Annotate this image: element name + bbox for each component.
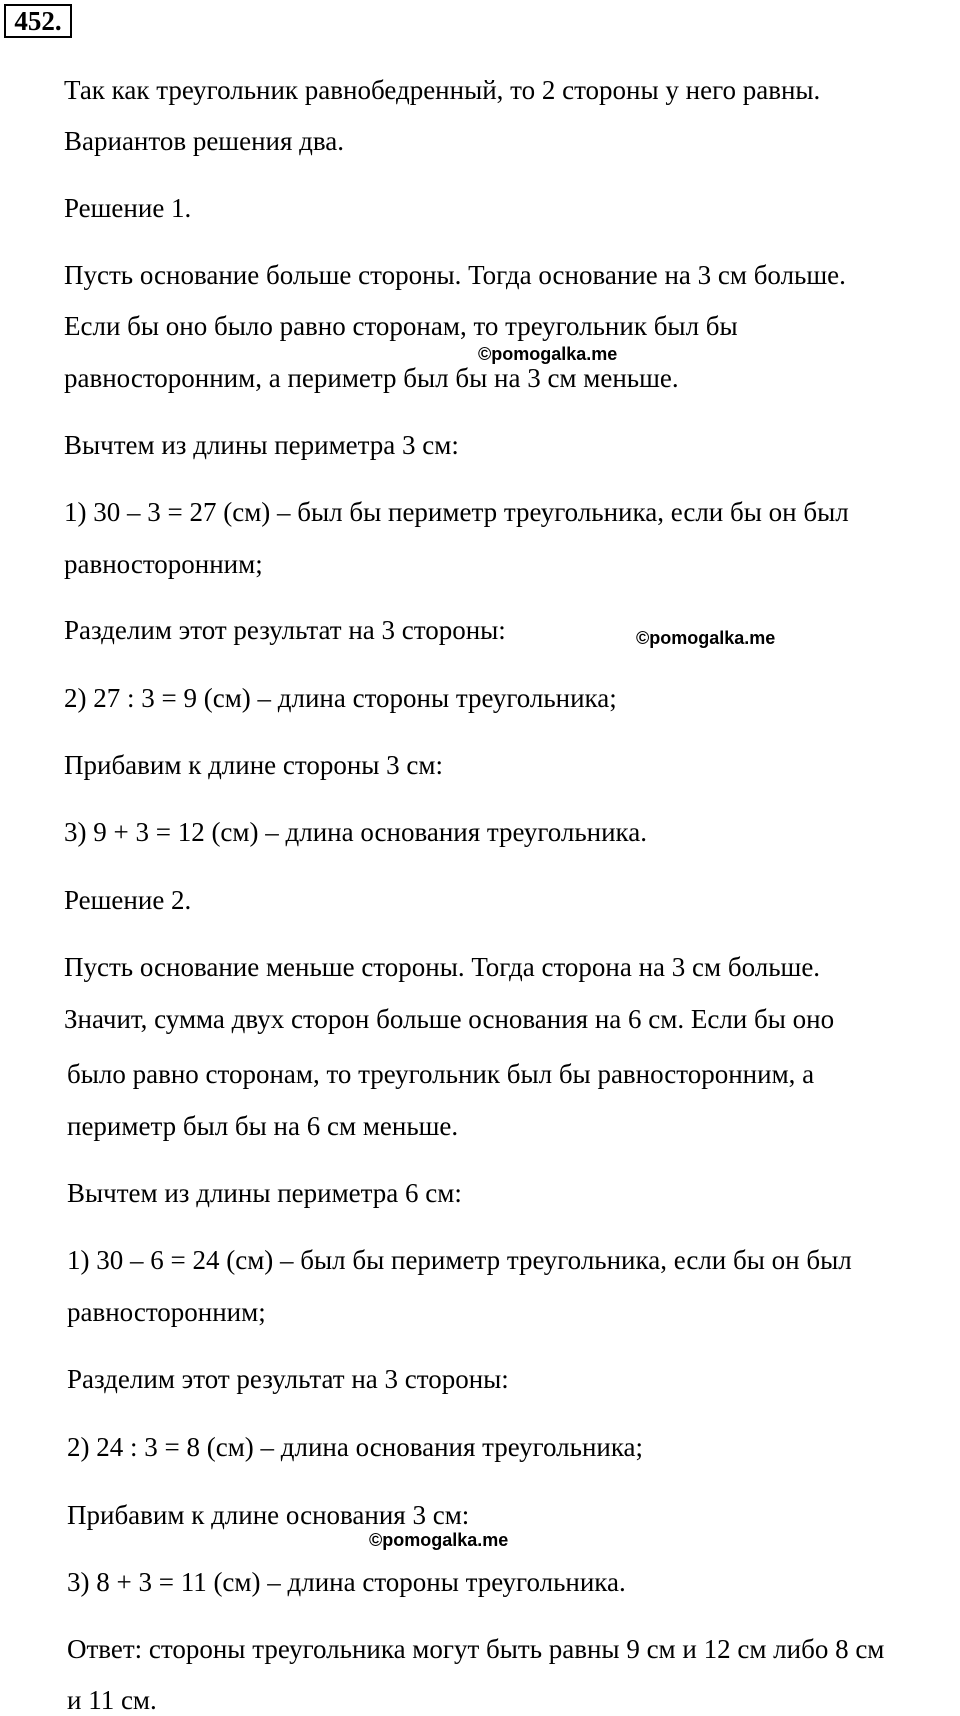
text-line: Так как треугольник равнобедренный, то 2 стороны у него равны. — [64, 75, 821, 105]
text-line: 2) 27 : 3 = 9 (см) – длина стороны треугольника; — [64, 683, 617, 713]
text-line: 2) 24 : 3 = 8 (см) – длина основания треугольника; — [67, 1432, 644, 1462]
text-line: Пусть основание больше стороны. Тогда основание на 3 см больше. — [64, 260, 846, 290]
answer-line: и 11 см. — [67, 1685, 157, 1715]
watermark: ©pomogalka.me — [478, 344, 618, 364]
text-line: Вычтем из длины периметра 3 см: — [64, 430, 459, 460]
text-line: периметр был бы на 6 см меньше. — [67, 1111, 459, 1141]
solution-1-heading: Решение 1. — [64, 193, 192, 223]
text-line: Разделим этот результат на 3 стороны: — [64, 615, 506, 645]
text-line: равносторонним; — [67, 1297, 266, 1327]
answer-line: Ответ: стороны треугольника могут быть равны 9 см и 12 см либо 8 см — [67, 1634, 885, 1664]
text-line: Прибавим к длине основания 3 см: — [67, 1500, 470, 1530]
text-line: 3) 9 + 3 = 12 (см) – длина основания треугольника. — [64, 817, 648, 847]
text-line: Вариантов решения два. — [64, 126, 345, 156]
text-line: Пусть основание меньше стороны. Тогда сторона на 3 см больше. — [64, 952, 821, 982]
text-line: Значит, сумма двух сторон больше основания на 6 см. Если бы оно — [64, 1004, 835, 1034]
text-line: равносторонним; — [64, 549, 263, 579]
watermark: ©pomogalka.me — [636, 628, 776, 648]
text-line: 1) 30 – 6 = 24 (см) – был бы периметр треугольника, если бы он был — [67, 1245, 852, 1275]
text-line: равносторонним, а периметр был бы на 3 см меньше. — [64, 363, 679, 393]
text-line: Прибавим к длине стороны 3 см: — [64, 750, 444, 780]
text-line: 3) 8 + 3 = 11 (см) – длина стороны треугольника. — [67, 1567, 626, 1597]
text-line: 1) 30 – 3 = 27 (см) – был бы периметр треугольника, если бы он был — [64, 497, 849, 527]
text-line: Вычтем из длины периметра 6 см: — [67, 1178, 462, 1208]
solution-2-heading: Решение 2. — [64, 885, 192, 915]
text-line: Если бы оно было равно сторонам, то треугольник был бы — [64, 311, 738, 341]
text-line: было равно сторонам, то треугольник был бы равносторонним, а — [67, 1059, 815, 1089]
text-line: Разделим этот результат на 3 стороны: — [67, 1364, 509, 1394]
watermark: ©pomogalka.me — [369, 1530, 509, 1550]
problem-number: 452. — [4, 4, 72, 38]
